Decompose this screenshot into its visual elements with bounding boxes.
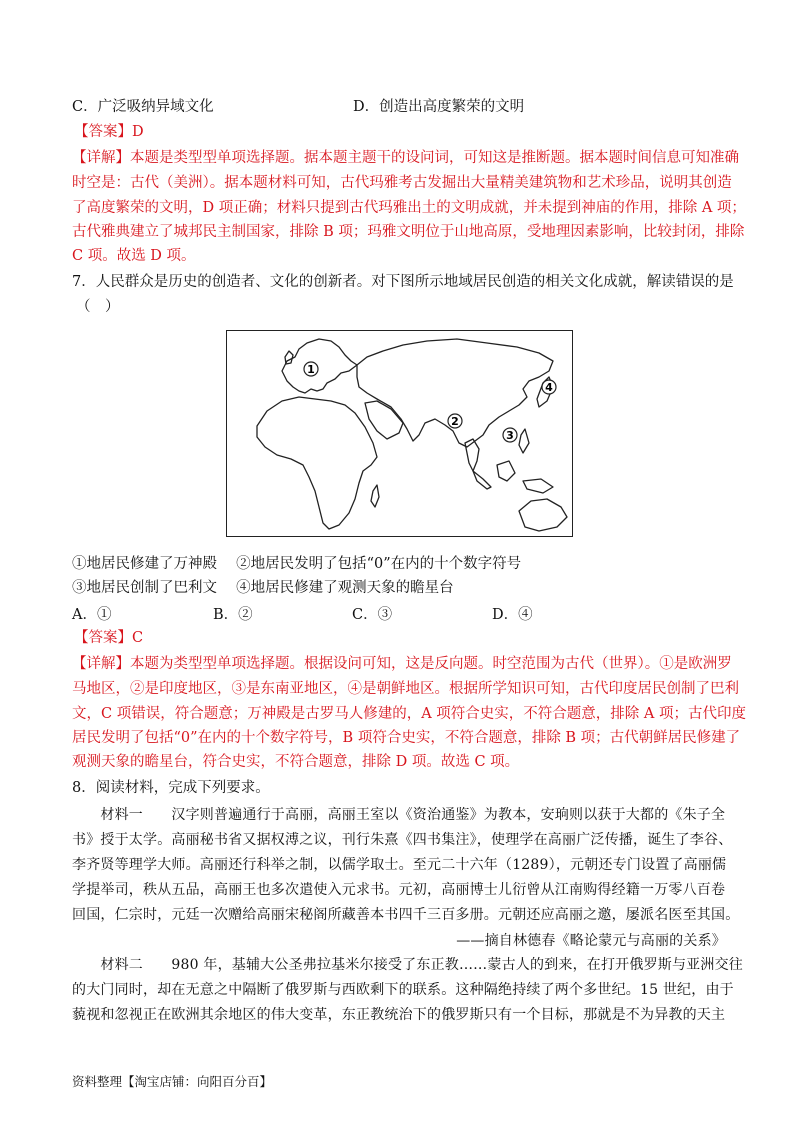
q8-material2-line2: 的大门同时，却在无意之中隔断了俄罗斯与西欧剩下的联系。这种隔绝持续了两个多世纪。15 世纪，由于 xyxy=(72,982,734,998)
map-marker-2-label: 2 xyxy=(451,415,459,428)
map-britain xyxy=(285,351,293,364)
map-marker-1 xyxy=(304,362,318,376)
q8-material1-line5: 回国，仁宗时，元廷一次赠给高丽宋秘阁所藏善本书四千三百多册。元朝还应高丽之邀，屡派名医至其国。 xyxy=(72,907,740,923)
q7-explain-5: 观测天象的瞻星台，符合史实，不符合题意，排除 D 项。故选 C 项。 xyxy=(72,754,520,770)
q6-explain-4: 古代雅典建立了城邦民主制国家，排除 B 项；玛雅文明位于山地高原，受地理因素影响，比较封闭，排除 xyxy=(72,224,745,240)
q8-material2-line1: 材料二 980 年，基辅大公圣弗拉基米尔接受了东正教……蒙古人的到来，在打开俄罗斯与亚洲交往 xyxy=(72,957,743,973)
q8-source1: ——摘自林德春《略论蒙元与高丽的关系》 xyxy=(456,933,726,949)
map-europe-outline xyxy=(282,339,357,393)
map-marker-2 xyxy=(448,414,462,428)
q6-explain-5: C 项。故选 D 项。 xyxy=(72,248,196,264)
map-marker-3 xyxy=(503,428,517,442)
world-map xyxy=(227,331,572,536)
q8-stem: 8．阅读材料，完成下列要求。 xyxy=(72,780,270,796)
q8-material1-line1: 材料一 汉字则普遍通行于高丽，高丽王室以《资治通鉴》为教本，安珦则以获于大都的《朱子全 xyxy=(72,807,726,823)
q7-answer: 【答案】C xyxy=(74,630,144,646)
map-markers xyxy=(304,362,556,442)
map-new-guinea xyxy=(523,479,553,493)
q7-statement-1: ①地居民修建了万神殿 ②地居民发明了包括“0”在内的十个数字符号 xyxy=(72,556,522,572)
q6-option-c: C．广泛吸纳异域文化 xyxy=(72,99,214,115)
q7-explain-4: 居民发明了包括“0”在内的十个数字符号，B 项符合史实，不符合题意，排除 B 项；古代朝鲜居民修建了 xyxy=(72,730,741,746)
map-australia-top xyxy=(519,499,567,531)
map-sumatra xyxy=(473,471,491,489)
map-borneo xyxy=(497,461,515,481)
q7-option-a: A．① xyxy=(72,607,112,623)
q8-material1-line3: 李齐贤等理学大师。高丽还行科举之制，以儒学取士。至元二十六年（1289），元朝还专门设置了高丽儒 xyxy=(72,857,727,873)
q7-explain-3: 文，C 项错误，符合题意；万神殿是古罗马人修建的，A 项符合史实，不符合题意，排除 A 项；古代印度 xyxy=(72,706,746,722)
q7-stem: 7．人民群众是历史的创造者、文化的创新者。对下图所示地域居民创造的相关文化成就，解读错误的是 xyxy=(72,274,734,290)
q7-explain-1: 【详解】本题为类型型单项选择题。根据设问可知，这是反向题。时空范围为古代（世界）。①是欧洲罗 xyxy=(72,656,732,672)
map-marker-4-label: 4 xyxy=(545,381,553,394)
map-africa-outline xyxy=(257,397,377,529)
q7-option-b: B．② xyxy=(213,607,253,623)
q7-explain-2: 马地区，②是印度地区，③是东南亚地区，④是朝鲜地区。根据所学知识可知，古代印度居民创制了巴利 xyxy=(72,681,739,697)
map-arabia xyxy=(365,401,403,439)
world-map-figure xyxy=(226,330,573,537)
map-madagascar xyxy=(371,485,379,507)
q6-option-d: D．创造出高度繁荣的文明 xyxy=(353,99,525,115)
map-philippines xyxy=(519,429,529,453)
q7-stem-bracket: （ ） xyxy=(76,299,120,315)
q6-answer: 【答案】D xyxy=(74,124,144,140)
q6-explain-3: 了高度繁荣的文明，D 项正确；材料只提到古代玛雅出土的文明成就，并未提到神庙的作用，排除 A 项； xyxy=(72,200,746,216)
q8-material2-line3: 藐视和忽视正在欧洲其余地区的伟大变革，东正教统治下的俄罗斯只有一个目标，那就是不为异教的天主 xyxy=(72,1007,726,1023)
map-marker-4 xyxy=(542,380,556,394)
q6-explain-1: 【详解】本题是类型型单项选择题。据本题主题干的设问词，可知这是推断题。据本题时间信息可知准确 xyxy=(72,150,739,166)
map-marker-3-label: 3 xyxy=(506,429,514,442)
q7-statement-2: ③地居民创制了巴利文 ④地居民修建了观测天象的瞻星台 xyxy=(72,580,454,596)
q7-option-d: D．④ xyxy=(492,607,533,623)
map-marker-1-label: 1 xyxy=(307,363,315,376)
q6-explain-2: 时空是：古代（美洲）。据本题材料可知，古代玛雅考古发掘出大量精美建筑物和艺术珍品，说明其创造 xyxy=(72,175,732,191)
q8-material1-line2: 书》授于太学。高丽秘书省又据权溥之议，刊行朱熹《四书集注》，使理学在高丽广泛传播，诞生了李谷、 xyxy=(72,832,733,848)
footer-source: 资料整理【淘宝店铺：向阳百分百】 xyxy=(72,1074,273,1089)
q8-material1-line4: 学提举司，秩从五品，高丽王也多次遣使入元求书。元初，高丽博士儿衍曾从江南购得经籍一万零八百卷 xyxy=(72,882,726,898)
q7-option-c: C．③ xyxy=(352,607,393,623)
